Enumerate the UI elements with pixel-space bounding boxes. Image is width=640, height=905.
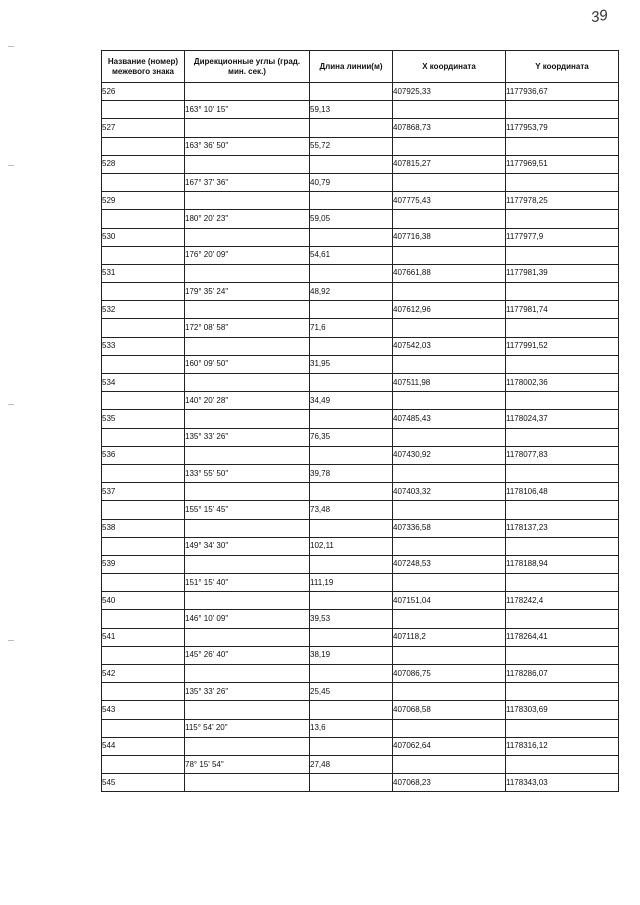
table-header-row	[102, 51, 619, 83]
segment-row	[102, 501, 619, 519]
y-coordinate: 1178188,94	[506, 555, 619, 573]
empty-cell	[506, 173, 619, 191]
point-name: 536	[102, 446, 185, 464]
x-coordinate: 407661,88	[393, 264, 506, 282]
header-x: X координата	[393, 51, 506, 83]
line-length: 40,79	[310, 173, 393, 191]
empty-cell	[310, 410, 393, 428]
point-row	[102, 701, 619, 719]
y-coordinate: 1177981,74	[506, 301, 619, 319]
point-name: 526	[102, 83, 185, 101]
empty-cell	[506, 283, 619, 301]
point-row	[102, 83, 619, 101]
segment-row	[102, 610, 619, 628]
empty-cell	[506, 355, 619, 373]
x-coordinate: 407775,43	[393, 192, 506, 210]
empty-cell	[185, 301, 310, 319]
direction-angle: 115° 54' 20"	[185, 719, 310, 737]
point-name: 539	[102, 555, 185, 573]
segment-row	[102, 210, 619, 228]
x-coordinate: 407511,98	[393, 374, 506, 392]
empty-cell	[102, 610, 185, 628]
line-length: 111,19	[310, 574, 393, 592]
direction-angle: 145° 26' 40"	[185, 646, 310, 664]
empty-cell	[185, 446, 310, 464]
empty-cell	[506, 246, 619, 264]
direction-angle: 78° 15' 54"	[185, 755, 310, 773]
point-row	[102, 446, 619, 464]
direction-angle: 179° 35' 24"	[185, 283, 310, 301]
header-y: Y координата	[506, 51, 619, 83]
point-row	[102, 228, 619, 246]
point-name: 540	[102, 592, 185, 610]
empty-cell	[102, 392, 185, 410]
empty-cell	[310, 337, 393, 355]
point-row	[102, 410, 619, 428]
empty-cell	[393, 428, 506, 446]
segment-row	[102, 537, 619, 555]
empty-cell	[102, 355, 185, 373]
direction-angle: 149° 34' 30"	[185, 537, 310, 555]
direction-angle: 163° 10' 15"	[185, 101, 310, 119]
line-length: 102,11	[310, 537, 393, 555]
empty-cell	[393, 392, 506, 410]
empty-cell	[506, 101, 619, 119]
direction-angle: 135° 33' 26"	[185, 683, 310, 701]
empty-cell	[310, 555, 393, 573]
y-coordinate: 1178024,37	[506, 410, 619, 428]
line-length: 76,35	[310, 428, 393, 446]
x-coordinate: 407485,43	[393, 410, 506, 428]
y-coordinate: 1177978,25	[506, 192, 619, 210]
segment-row	[102, 464, 619, 482]
empty-cell	[102, 464, 185, 482]
point-row	[102, 592, 619, 610]
empty-cell	[393, 719, 506, 737]
empty-cell	[310, 119, 393, 137]
empty-cell	[393, 464, 506, 482]
point-name: 532	[102, 301, 185, 319]
point-row	[102, 519, 619, 537]
empty-cell	[185, 264, 310, 282]
segment-row	[102, 428, 619, 446]
segment-row	[102, 246, 619, 264]
y-coordinate: 1178264,41	[506, 628, 619, 646]
point-name: 529	[102, 192, 185, 210]
empty-cell	[393, 537, 506, 555]
empty-cell	[310, 519, 393, 537]
empty-cell	[102, 283, 185, 301]
y-coordinate: 1178077,83	[506, 446, 619, 464]
direction-angle: 140° 20' 28"	[185, 392, 310, 410]
empty-cell	[310, 592, 393, 610]
segment-row	[102, 355, 619, 373]
empty-cell	[393, 646, 506, 664]
empty-cell	[310, 264, 393, 282]
empty-cell	[506, 755, 619, 773]
empty-cell	[506, 210, 619, 228]
empty-cell	[102, 755, 185, 773]
empty-cell	[185, 483, 310, 501]
empty-cell	[393, 501, 506, 519]
empty-cell	[102, 246, 185, 264]
segment-row	[102, 683, 619, 701]
point-name: 538	[102, 519, 185, 537]
empty-cell	[102, 646, 185, 664]
line-length: 48,92	[310, 283, 393, 301]
x-coordinate: 407716,38	[393, 228, 506, 246]
empty-cell	[185, 592, 310, 610]
point-name: 542	[102, 665, 185, 683]
segment-row	[102, 173, 619, 191]
y-coordinate: 1178286,07	[506, 665, 619, 683]
empty-cell	[310, 701, 393, 719]
empty-cell	[310, 155, 393, 173]
direction-angle: 155° 15' 45"	[185, 501, 310, 519]
line-length: 38,19	[310, 646, 393, 664]
line-length: 39,53	[310, 610, 393, 628]
line-length: 55,72	[310, 137, 393, 155]
segment-row	[102, 392, 619, 410]
x-coordinate: 407815,27	[393, 155, 506, 173]
point-name: 543	[102, 701, 185, 719]
point-name: 531	[102, 264, 185, 282]
empty-cell	[185, 155, 310, 173]
y-coordinate: 1177991,52	[506, 337, 619, 355]
y-coordinate: 1177981,39	[506, 264, 619, 282]
line-length: 39,78	[310, 464, 393, 482]
margin-mark	[8, 640, 14, 641]
line-length: 71,6	[310, 319, 393, 337]
empty-cell	[102, 101, 185, 119]
point-name: 545	[102, 774, 185, 792]
point-name: 544	[102, 737, 185, 755]
empty-cell	[185, 555, 310, 573]
point-row	[102, 665, 619, 683]
header-name: Название (номер) межевого знака	[102, 51, 185, 83]
empty-cell	[102, 173, 185, 191]
empty-cell	[310, 483, 393, 501]
margin-mark	[8, 404, 14, 405]
empty-cell	[102, 537, 185, 555]
segment-row	[102, 137, 619, 155]
y-coordinate: 1178106,48	[506, 483, 619, 501]
x-coordinate: 407118,2	[393, 628, 506, 646]
point-row	[102, 155, 619, 173]
direction-angle: 172° 08' 58"	[185, 319, 310, 337]
x-coordinate: 407248,53	[393, 555, 506, 573]
empty-cell	[185, 628, 310, 646]
direction-angle: 151° 15' 40"	[185, 574, 310, 592]
y-coordinate: 1177953,79	[506, 119, 619, 137]
y-coordinate: 1177936,67	[506, 83, 619, 101]
empty-cell	[185, 119, 310, 137]
empty-cell	[393, 210, 506, 228]
line-length: 59,13	[310, 101, 393, 119]
direction-angle: 180° 20' 23"	[185, 210, 310, 228]
x-coordinate: 407403,32	[393, 483, 506, 501]
x-coordinate: 407068,23	[393, 774, 506, 792]
empty-cell	[393, 610, 506, 628]
point-row	[102, 192, 619, 210]
empty-cell	[393, 755, 506, 773]
empty-cell	[393, 683, 506, 701]
line-length: 13,6	[310, 719, 393, 737]
x-coordinate: 407868,73	[393, 119, 506, 137]
empty-cell	[506, 574, 619, 592]
empty-cell	[185, 665, 310, 683]
empty-cell	[185, 337, 310, 355]
point-row	[102, 264, 619, 282]
line-length: 34,49	[310, 392, 393, 410]
direction-angle: 135° 33' 26"	[185, 428, 310, 446]
empty-cell	[393, 355, 506, 373]
empty-cell	[506, 537, 619, 555]
empty-cell	[506, 719, 619, 737]
y-coordinate: 1177969,51	[506, 155, 619, 173]
page-number: 39	[589, 6, 610, 27]
segment-row	[102, 755, 619, 773]
empty-cell	[310, 301, 393, 319]
empty-cell	[310, 83, 393, 101]
x-coordinate: 407336,58	[393, 519, 506, 537]
y-coordinate: 1178343,03	[506, 774, 619, 792]
point-name: 537	[102, 483, 185, 501]
empty-cell	[393, 246, 506, 264]
x-coordinate: 407062,64	[393, 737, 506, 755]
x-coordinate: 407542,03	[393, 337, 506, 355]
line-length: 27,48	[310, 755, 393, 773]
point-name: 534	[102, 374, 185, 392]
empty-cell	[102, 319, 185, 337]
empty-cell	[185, 519, 310, 537]
empty-cell	[506, 428, 619, 446]
y-coordinate: 1178002,36	[506, 374, 619, 392]
point-row	[102, 119, 619, 137]
x-coordinate: 407068,58	[393, 701, 506, 719]
direction-angle: 160° 09' 50"	[185, 355, 310, 373]
empty-cell	[506, 610, 619, 628]
empty-cell	[102, 574, 185, 592]
empty-cell	[102, 683, 185, 701]
empty-cell	[102, 428, 185, 446]
empty-cell	[310, 774, 393, 792]
segment-row	[102, 319, 619, 337]
x-coordinate: 407151,04	[393, 592, 506, 610]
point-row	[102, 483, 619, 501]
y-coordinate: 1178303,69	[506, 701, 619, 719]
empty-cell	[310, 228, 393, 246]
empty-cell	[506, 392, 619, 410]
empty-cell	[310, 737, 393, 755]
header-angle: Дирекционные углы (град. мин. сек.)	[185, 51, 310, 83]
header-length: Длина линии(м)	[310, 51, 393, 83]
empty-cell	[185, 701, 310, 719]
margin-mark	[8, 46, 14, 47]
empty-cell	[310, 665, 393, 683]
empty-cell	[310, 628, 393, 646]
table-body	[102, 83, 619, 792]
empty-cell	[185, 192, 310, 210]
empty-cell	[310, 374, 393, 392]
empty-cell	[506, 646, 619, 664]
margin-mark	[8, 165, 14, 166]
empty-cell	[310, 192, 393, 210]
empty-cell	[506, 464, 619, 482]
empty-cell	[393, 574, 506, 592]
point-row	[102, 628, 619, 646]
point-row	[102, 555, 619, 573]
x-coordinate: 407612,96	[393, 301, 506, 319]
empty-cell	[506, 683, 619, 701]
empty-cell	[102, 137, 185, 155]
empty-cell	[185, 410, 310, 428]
y-coordinate: 1178242,4	[506, 592, 619, 610]
line-length: 59,05	[310, 210, 393, 228]
empty-cell	[102, 719, 185, 737]
empty-cell	[506, 501, 619, 519]
segment-row	[102, 719, 619, 737]
y-coordinate: 1177977,9	[506, 228, 619, 246]
empty-cell	[185, 737, 310, 755]
coordinates-table	[101, 50, 619, 792]
point-name: 535	[102, 410, 185, 428]
segment-row	[102, 574, 619, 592]
point-row	[102, 301, 619, 319]
empty-cell	[393, 101, 506, 119]
line-length: 73,48	[310, 501, 393, 519]
x-coordinate: 407086,75	[393, 665, 506, 683]
empty-cell	[506, 137, 619, 155]
point-name: 530	[102, 228, 185, 246]
empty-cell	[102, 210, 185, 228]
empty-cell	[185, 774, 310, 792]
point-name: 533	[102, 337, 185, 355]
point-row	[102, 774, 619, 792]
line-length: 25,45	[310, 683, 393, 701]
empty-cell	[393, 283, 506, 301]
segment-row	[102, 101, 619, 119]
empty-cell	[102, 501, 185, 519]
direction-angle: 176° 20' 09"	[185, 246, 310, 264]
point-row	[102, 337, 619, 355]
empty-cell	[393, 173, 506, 191]
empty-cell	[185, 228, 310, 246]
segment-row	[102, 646, 619, 664]
line-length: 54,61	[310, 246, 393, 264]
y-coordinate: 1178316,12	[506, 737, 619, 755]
empty-cell	[185, 83, 310, 101]
empty-cell	[393, 137, 506, 155]
point-row	[102, 374, 619, 392]
point-name: 541	[102, 628, 185, 646]
point-name: 527	[102, 119, 185, 137]
empty-cell	[506, 319, 619, 337]
y-coordinate: 1178137,23	[506, 519, 619, 537]
x-coordinate: 407925,33	[393, 83, 506, 101]
point-name: 528	[102, 155, 185, 173]
empty-cell	[310, 446, 393, 464]
x-coordinate: 407430,92	[393, 446, 506, 464]
line-length: 31,95	[310, 355, 393, 373]
point-row	[102, 737, 619, 755]
empty-cell	[185, 374, 310, 392]
direction-angle: 163° 36' 50"	[185, 137, 310, 155]
direction-angle: 167° 37' 36"	[185, 173, 310, 191]
direction-angle: 146° 10' 09"	[185, 610, 310, 628]
empty-cell	[393, 319, 506, 337]
direction-angle: 133° 55' 50"	[185, 464, 310, 482]
segment-row	[102, 283, 619, 301]
